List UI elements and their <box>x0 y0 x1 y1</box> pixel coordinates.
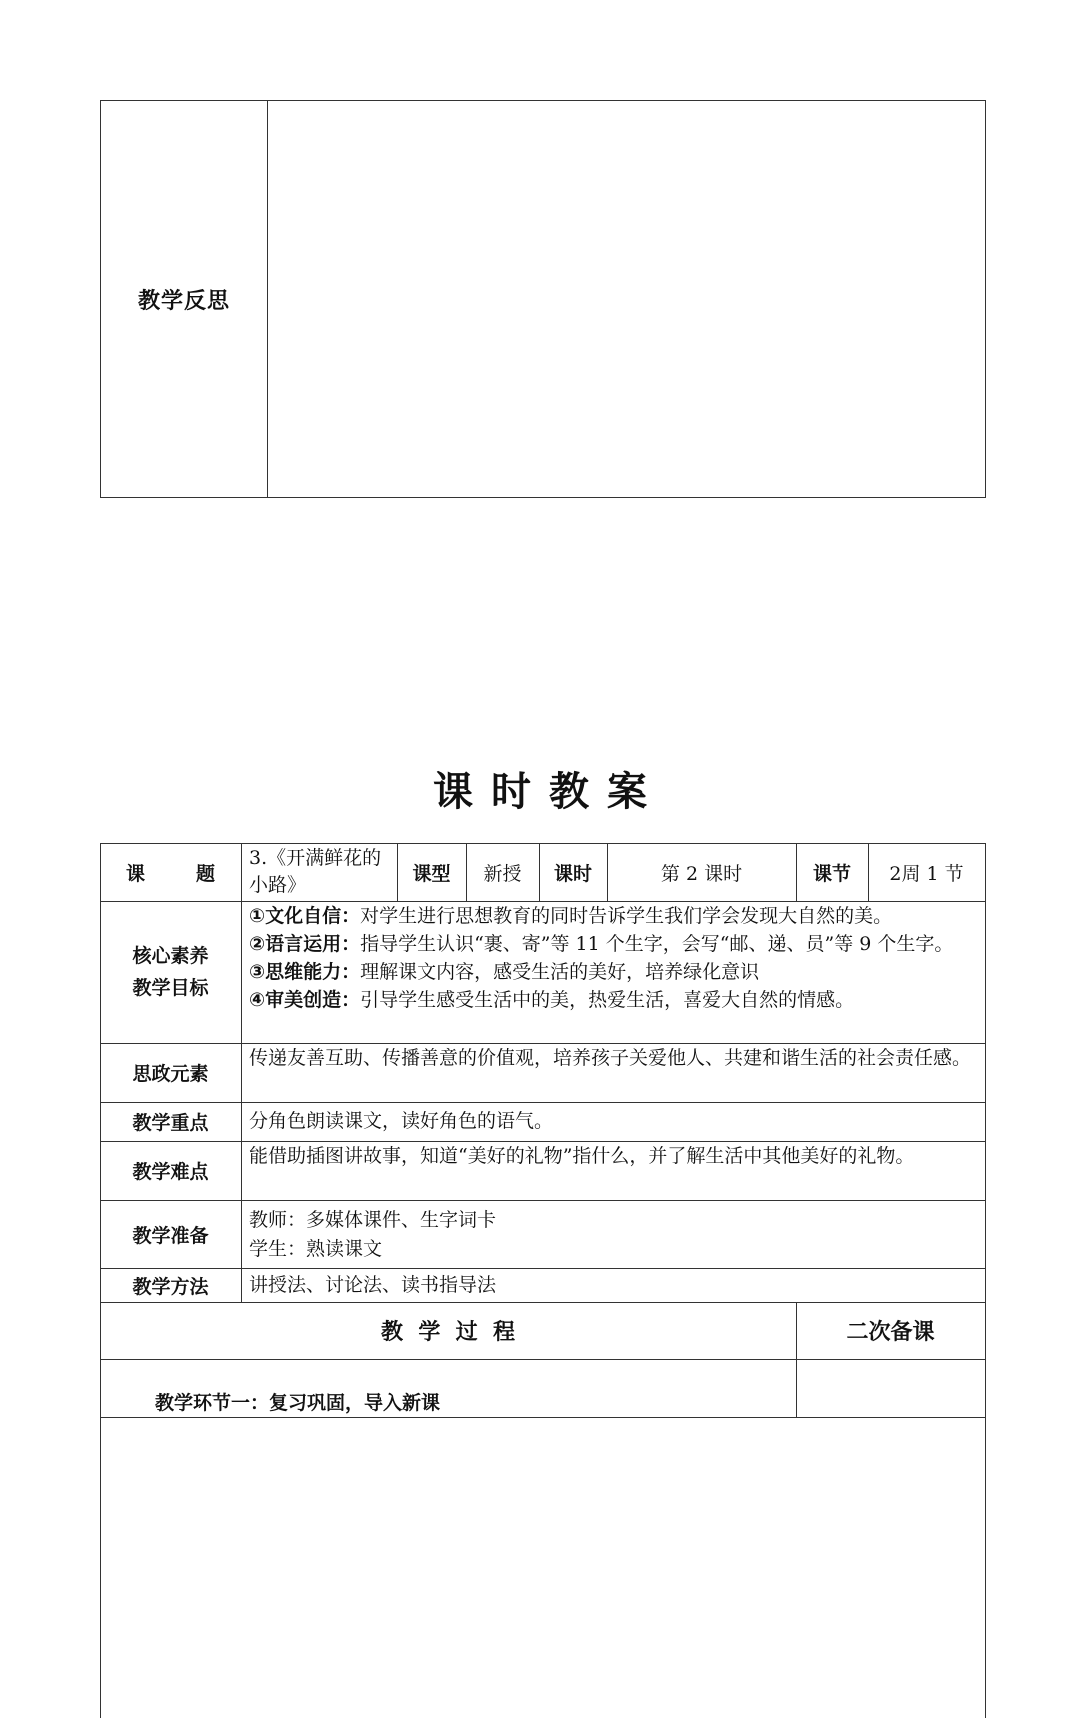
period-value: 第 2 课时 <box>660 862 743 885</box>
process-header: 教 学 过 程 <box>381 1320 515 1345</box>
key-points-label: 教学重点 <box>132 1112 209 1134</box>
topic-label: 课 题 <box>126 862 215 885</box>
type-value: 新授 <box>483 862 522 885</box>
ideology-label: 思政元素 <box>132 1063 209 1085</box>
key-points-text: 分角色朗读课文，读好角色的语气。 <box>249 1110 554 1132</box>
goal-item: ③思维能力：理解课文内容，感受生活的美好，培养绿化意识 <box>249 961 760 983</box>
preparation-label: 教学准备 <box>132 1224 209 1247</box>
section-value: 2周 1 节 <box>889 862 964 885</box>
goal-item: ②语言运用：指导学生认识“裹、寄”等 11 个生字，会写“邮、递、员”等 9 个生字。 <box>249 933 954 955</box>
type-label: 课型 <box>412 862 451 885</box>
topic-value: 3.《开满鲜花的小路》 <box>249 847 382 896</box>
goals-label: 核心素养 教学目标 <box>132 945 209 999</box>
methods-label: 教学方法 <box>132 1275 209 1298</box>
goal-item: ④审美创造：引导学生感受生活中的美，热爱生活，喜爱大自然的情感。 <box>249 989 855 1011</box>
ideology-text: 传递友善互助、传播善意的价值观，培养孩子关爱他人、共建和谐生活的社会责任感。 <box>249 1047 972 1069</box>
section-label: 课节 <box>812 862 851 885</box>
second-prep-header: 二次备课 <box>846 1320 935 1345</box>
difficulties-text: 能借助插图讲故事，知道“美好的礼物”指什么，并了解生活中其他美好的礼物。 <box>249 1145 915 1167</box>
methods-text: 讲授法、讨论法、读书指导法 <box>249 1273 497 1296</box>
goal-item: ①文化自信：对学生进行思想教育的同时告诉学生我们学会发现大自然的美。 <box>249 905 893 927</box>
process-step-1: 教学环节一：复习巩固，导入新课 <box>155 1392 441 1414</box>
preparation-student: 学生：熟读课文 <box>249 1238 383 1260</box>
page-title: 课时教案 <box>433 769 665 815</box>
preparation-content <box>241 1206 985 1268</box>
goals-content <box>241 902 985 1043</box>
period-label: 课时 <box>553 862 592 885</box>
reflection-label: 教学反思 <box>137 288 230 314</box>
preparation-teacher: 教师：多媒体课件、生字词卡 <box>249 1209 497 1231</box>
difficulties-label: 教学难点 <box>132 1161 209 1183</box>
